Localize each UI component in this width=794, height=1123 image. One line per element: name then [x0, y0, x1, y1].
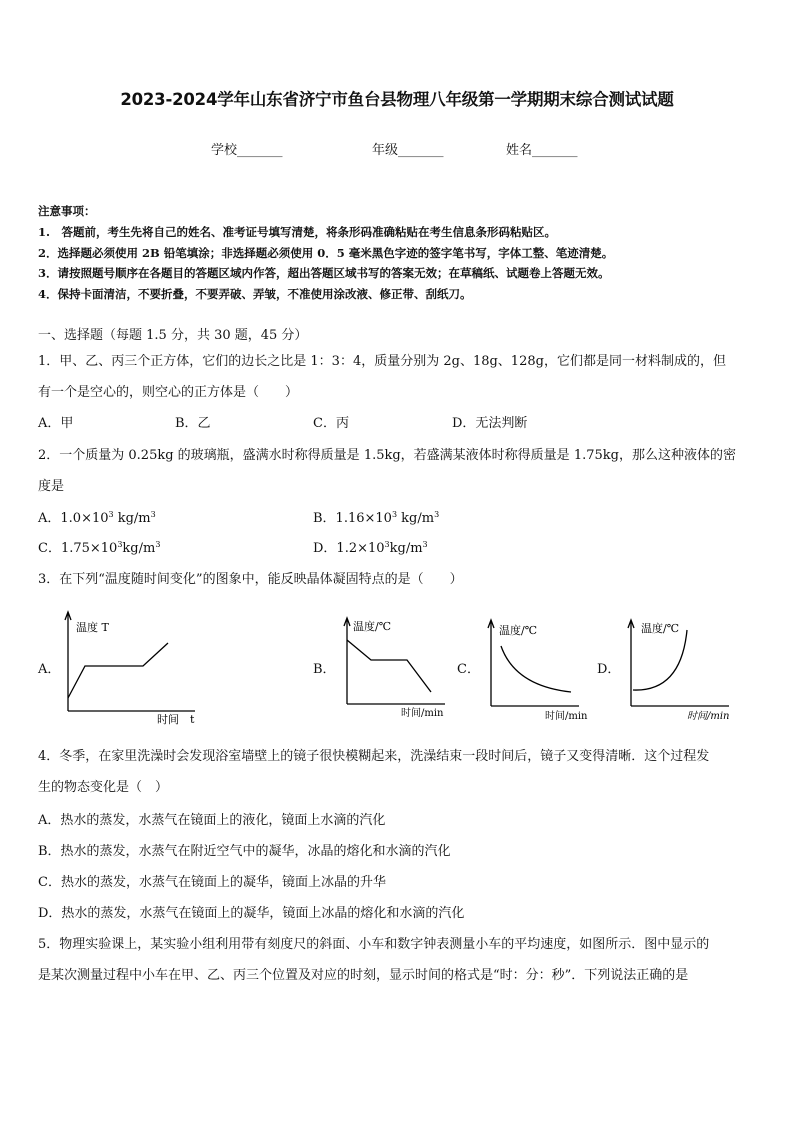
option-label: A．1.0×10: [38, 511, 109, 526]
graph-c: [479, 616, 594, 726]
option-d: D．热水的蒸发，水蒸气在镜面上的凝华，镜面上冰晶的熔化和水滴的汽化: [38, 906, 465, 921]
y-axis-label: 温度/℃: [641, 622, 680, 635]
x-axis-label: 时间/min: [687, 711, 730, 722]
option-label: D．1.2×10: [313, 541, 385, 556]
exponent: 3: [155, 540, 161, 549]
graph-d: [619, 616, 739, 726]
notice-heading: 注意事项：: [38, 204, 96, 218]
option-c: C．热水的蒸发，水蒸气在镜面上的凝华，镜面上冰晶的升华: [38, 875, 386, 890]
graph-a-option: A．: [38, 662, 61, 677]
graph-a: [55, 608, 215, 728]
graph-d-option: D．: [597, 662, 621, 677]
unit: kg/m: [389, 541, 423, 556]
option-a: [38, 510, 156, 528]
x-axis-label: 时间/min: [545, 711, 588, 722]
question-text: 5．物理实验课上，某实验小组利用带有刻度尺的斜面、小车和数字钟表测量小车的平均速度，如图所示．图中显示的: [38, 937, 710, 952]
unit: kg/m: [397, 511, 435, 526]
question-text: 1．甲、乙、丙三个正方体，它们的边长之比是 1：3：4，质量分别为 2g、18g、128g，它们都是同一材料制成的，但: [38, 354, 726, 369]
option-d: D．无法判断: [452, 416, 528, 431]
option-label: B．1.16×10: [313, 511, 392, 526]
unit: kg/m: [122, 541, 156, 556]
question-text: 3．在下列“温度随时间变化”的图象中，能反映晶体凝固特点的是（ ）: [38, 572, 463, 587]
curve: [633, 630, 687, 690]
curve: [501, 646, 571, 692]
question-text: 生的物态变化是（ ）: [38, 780, 169, 795]
notice-item: 2．选择题必须使用 2B 铅笔填涂；非选择题必须使用 0．5 毫米黑色字迹的签字笔书写，字体工整、笔迹清楚。: [38, 246, 614, 260]
question-text: 有一个是空心的，则空心的正方体是（ ）: [38, 385, 299, 400]
page-title: 2023-2024学年山东省济宁市鱼台县物理八年级第一学期期末综合测试试题: [120, 90, 674, 109]
exponent: 3: [108, 510, 114, 519]
question-text: 度是: [38, 479, 65, 494]
exponent: 3: [384, 540, 390, 549]
exponent: 3: [434, 510, 440, 519]
graph-b: [335, 612, 455, 724]
option-b: [313, 510, 439, 528]
curve: [347, 640, 431, 692]
option-b: B．热水的蒸发，水蒸气在附近空气中的凝华，冰晶的熔化和水滴的汽化: [38, 844, 451, 859]
name-field: 姓名_______: [506, 143, 578, 158]
graph-b-option: B．: [313, 662, 336, 677]
exponent: 3: [117, 540, 123, 549]
exponent: 3: [422, 540, 428, 549]
option-d: [313, 540, 428, 558]
exponent: 3: [391, 510, 398, 519]
y-axis-label: 温度/℃: [499, 624, 538, 637]
notice-item: 3．请按照题号顺序在各题目的答题区域内作答，超出答题区域书写的答案无效；在草稿纸、试题卷上答题无效。: [38, 266, 610, 280]
question-text: 是某次测量过程中小车在甲、乙、丙三个位置及对应的时刻，显示时间的格式是“时：分：秒”．下列说法正确的是: [38, 968, 689, 983]
option-label: C．1.75×10: [38, 541, 118, 556]
option-c: C．丙: [313, 416, 349, 431]
option-a: A．甲: [38, 416, 74, 431]
y-axis-label: 温度 T: [76, 621, 109, 634]
x-axis-label: 时间/min: [401, 708, 444, 719]
x-axis-label: 时间 t: [157, 713, 195, 726]
unit: kg/m: [113, 511, 151, 526]
question-text: 2．一个质量为 0.25kg 的玻璃瓶，盛满水时称得质量是 1.5kg，若盛满某液体时称得质量是 1.75kg，那么这种液体的密: [38, 448, 736, 463]
option-c: [38, 540, 160, 558]
exponent: 3: [150, 510, 156, 519]
y-axis-label: 温度/℃: [353, 620, 392, 633]
notice-item: 4．保持卡面清洁，不要折叠，不要弄破、弄皱，不准使用涂改液、修正带、刮纸刀。: [38, 287, 472, 301]
option-b: B．乙: [175, 416, 211, 431]
notice-item: 1. 答题前，考生先将自己的姓名、准考证号填写清楚，将条形码准确粘贴在考生信息条形码粘贴区。: [38, 225, 556, 239]
grade-field: 年级_______: [372, 143, 444, 158]
school-field: 学校_______: [211, 143, 283, 158]
option-a: A．热水的蒸发，水蒸气在镜面上的液化，镜面上水滴的汽化: [38, 813, 386, 828]
curve: [68, 643, 168, 698]
section-heading: 一、选择题（每题 1.5 分，共 30 题，45 分）: [38, 328, 308, 343]
question-text: 4．冬季，在家里洗澡时会发现浴室墙壁上的镜子很快模糊起来，洗澡结束一段时间后，镜子又变得清晰．这个过程发: [38, 749, 710, 764]
graph-c-option: C．: [457, 662, 480, 677]
